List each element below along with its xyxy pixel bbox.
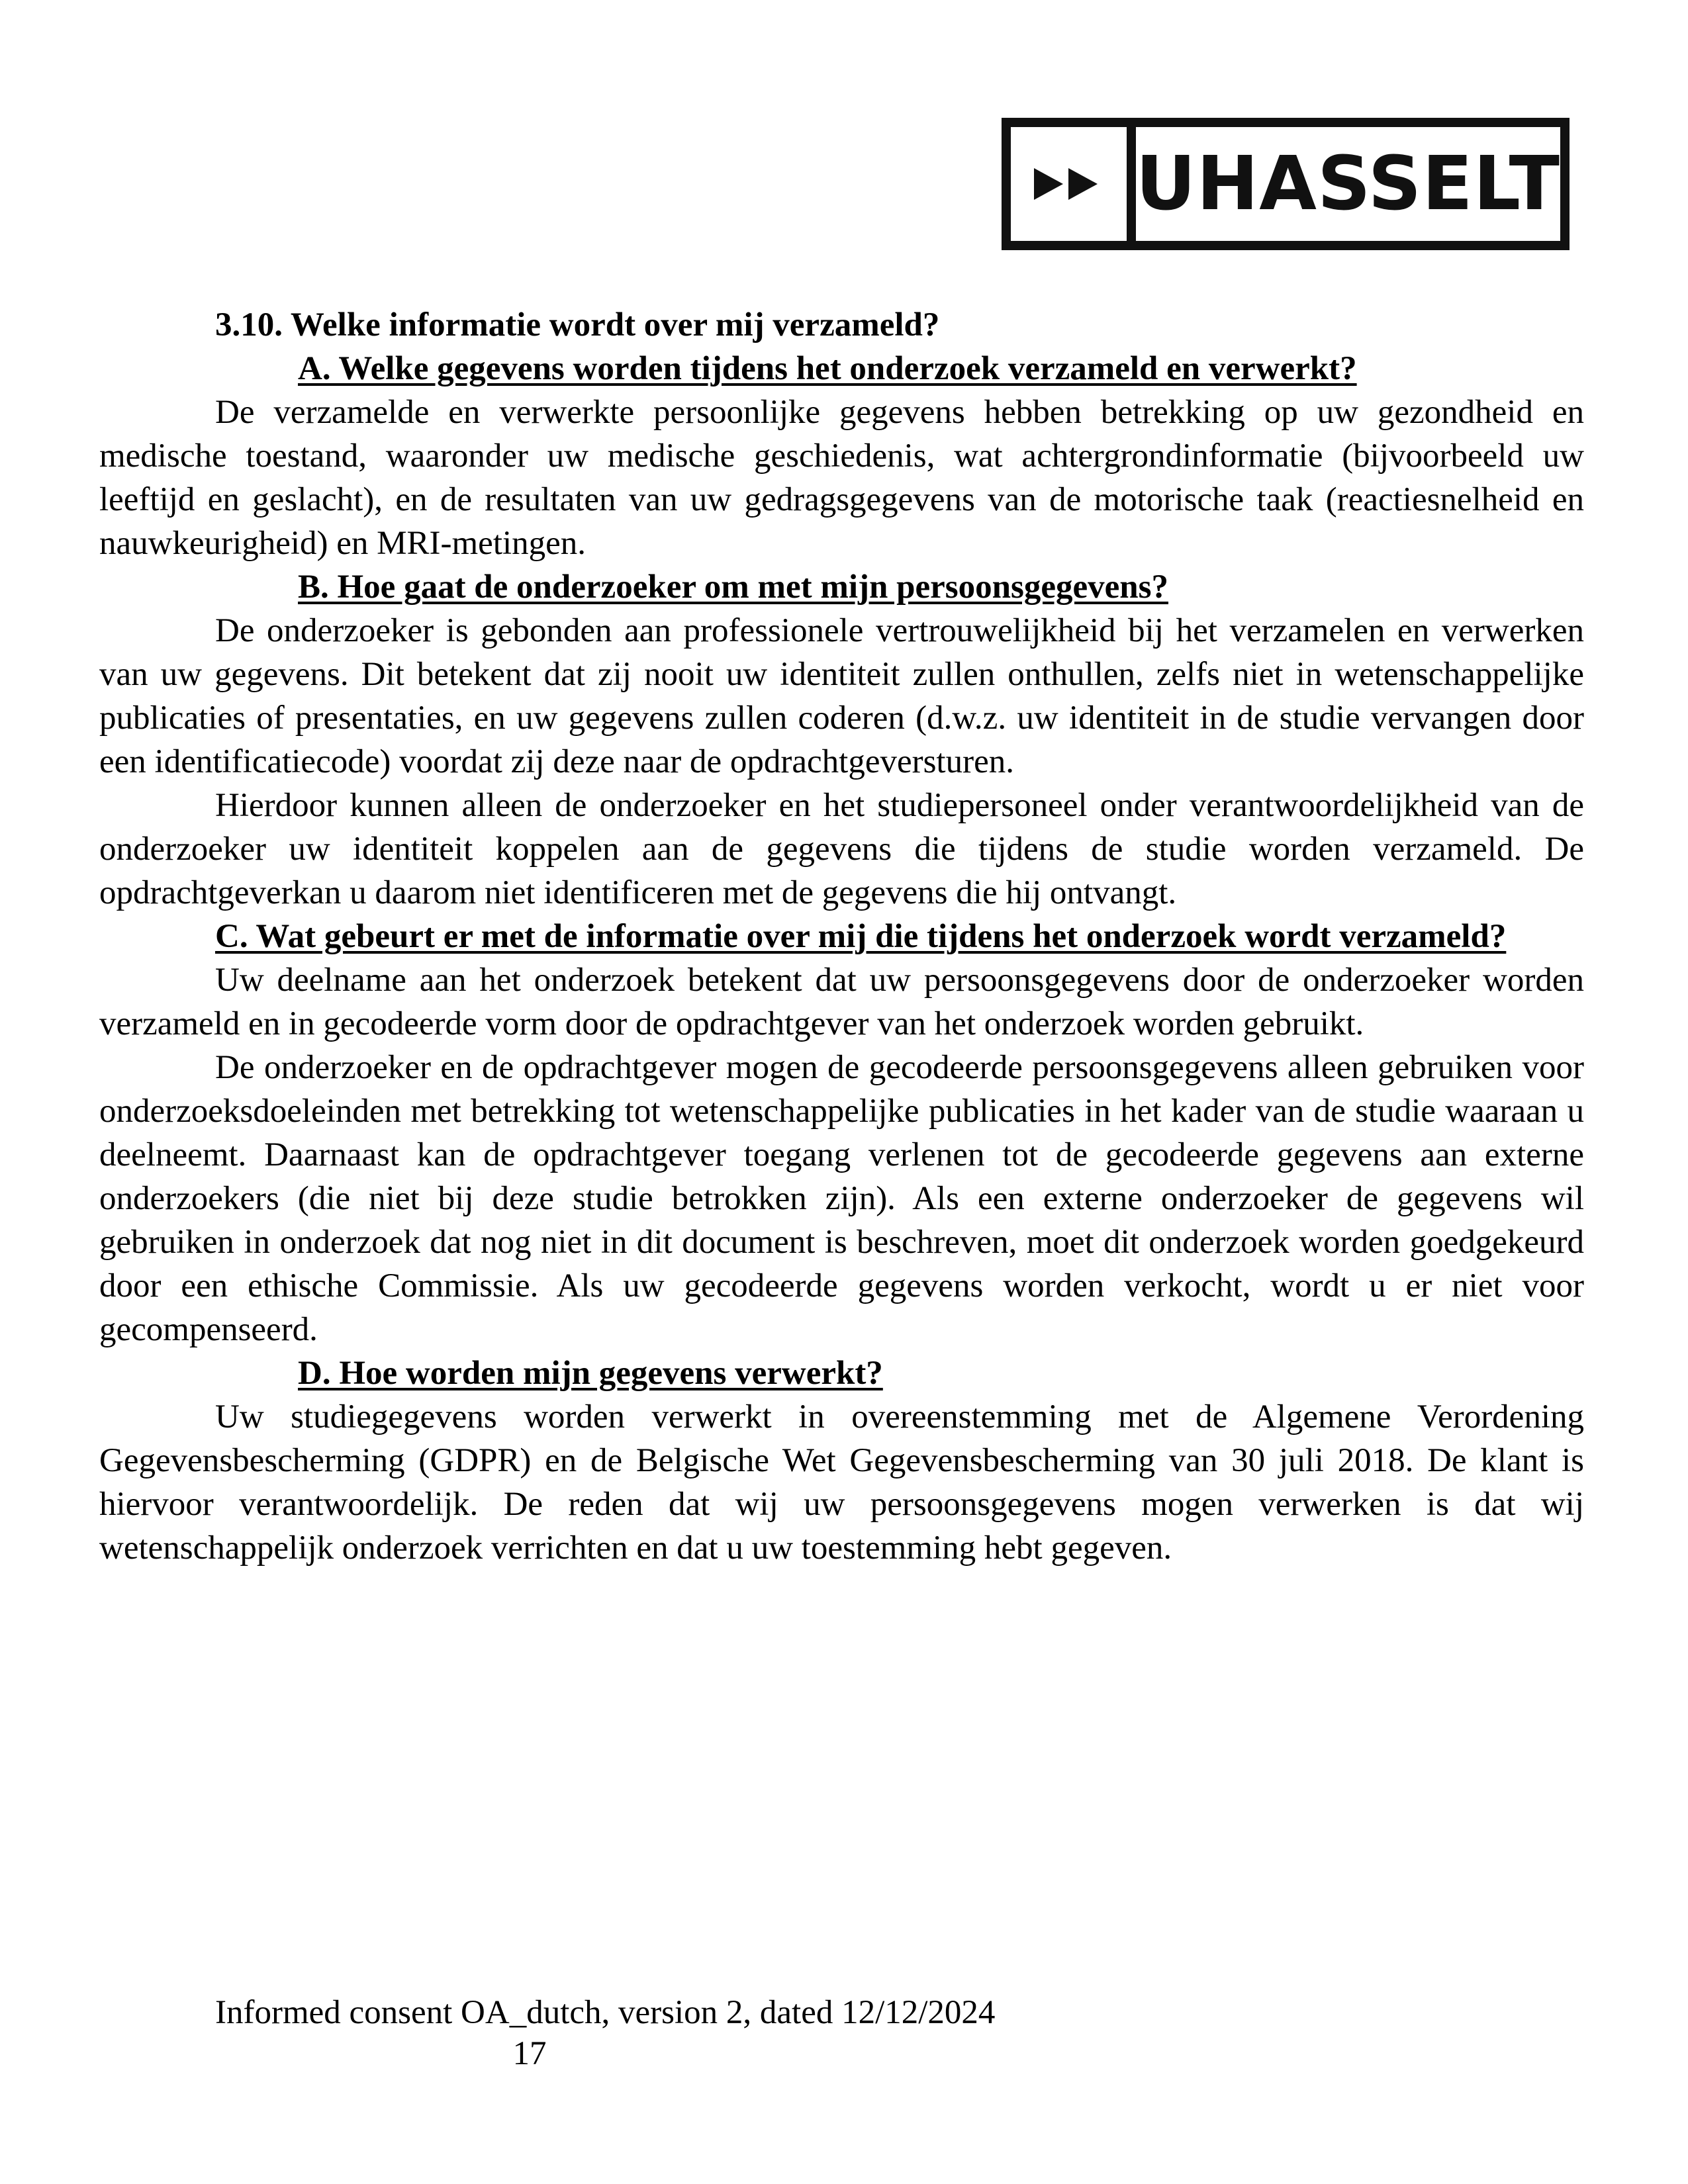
subsection-d-heading: D. Hoe worden mijn gegevens verwerkt? [298,1355,883,1392]
page-footer [215,1992,1175,2074]
fast-forward-icon [1011,127,1136,241]
subsection-c-heading [99,915,1584,958]
subsection-d-paragraph-1: Uw studiegegevens worden verwerkt in overeenstemming met de Algemene Verordening Gegevensbescherming (GDPR) en de Belgische Wet Gegevensbescherming van 30 juli 2018. De klant is hiervoor verantwoordelijk. De reden dat wij uw persoonsgegevens mogen verwerken is dat wij wetenschappelijk onderzoek verrichten en dat u uw toestemming hebt gegeven. [99,1398,1584,1567]
subsection-c-heading-text: C. Wat gebeurt er met de informatie over mij die tijdens het onderzoek wordt verzameld? [215,918,1507,955]
subsection-a-paragraph-1: De verzamelde en verwerkte persoonlijke gegevens hebben betrekking op uw gezondheid en medische toestand, waaronder uw medische geschiedenis, wat achtergrondinformatie (bijvoorbeeld uw leeftijd en geslacht), en de resultaten van uw gedragsgegevens van de motorische taak (reactiesnelheid en nauwkeurigheid) en MRI-metingen. [99,394,1584,562]
subsection-b-paragraph-2: Hierdoor kunnen alleen de onderzoeker en het studiepersoneel onder verantwoordelijkheid van de onderzoeker uw identiteit koppelen aan de gegevens die tijdens de studie worden verzameld. De opdrachtgeverkan u daarom niet identificeren met de gegevens die hij ontvangt. [99,787,1584,911]
logo-wordmark: UHASSELT [1135,141,1560,227]
subsection-b-heading: B. Hoe gaat de onderzoeker om met mijn persoonsgegevens? [298,569,1168,606]
page-number: 17 [512,2035,547,2072]
section-title: 3.10. Welke informatie wordt over mij verzameld? [215,306,940,343]
subsection-c-paragraph-1: Uw deelname aan het onderzoek betekent dat uw persoonsgegevens door de onderzoeker worden verzameld en in gecodeerde vorm door de opdrachtgever van het onderzoek worden gebruikt. [99,962,1584,1042]
footer-version-line: Informed consent OA_dutch, version 2, dated 12/12/2024 [215,1994,996,2031]
uhasselt-logo [1002,118,1570,250]
document-body [99,303,1584,1570]
subsection-a-heading: A. Welke gegevens worden tijdens het onderzoek verzameld en verwerkt? [298,350,1357,387]
subsection-c-paragraph-2: De onderzoeker en de opdrachtgever mogen de gecodeerde persoonsgegevens alleen gebruiken voor onderzoeksdoeleinden met betrekking tot wetenschappelijke publicaties in het kader van de studie waaraan u deelneemt. Daarnaast kan de opdrachtgever toegang verlenen tot de gecodeerde gegevens aan externe onderzoekers (die niet bij deze studie betrokken zijn). Als een externe onderzoeker de gegevens wil gebruiken in onderzoek dat nog niet in dit document is beschreven, moet dit onderzoek worden goedgekeurd door een ethische Commissie. Als uw gecodeerde gegevens worden verkocht, wordt u er niet voor gecompenseerd. [99,1049,1584,1348]
subsection-b-paragraph-1: De onderzoeker is gebonden aan professionele vertrouwelijkheid bij het verzamelen en verwerken van uw gegevens. Dit betekent dat zij nooit uw identiteit zullen onthullen, zelfs niet in wetenschappelijke publicaties of presentaties, en uw gegevens zullen coderen (d.w.z. uw identiteit in de studie vervangen door een identificatiecode) voordat zij deze naar de opdrachtgeversturen. [99,612,1584,780]
